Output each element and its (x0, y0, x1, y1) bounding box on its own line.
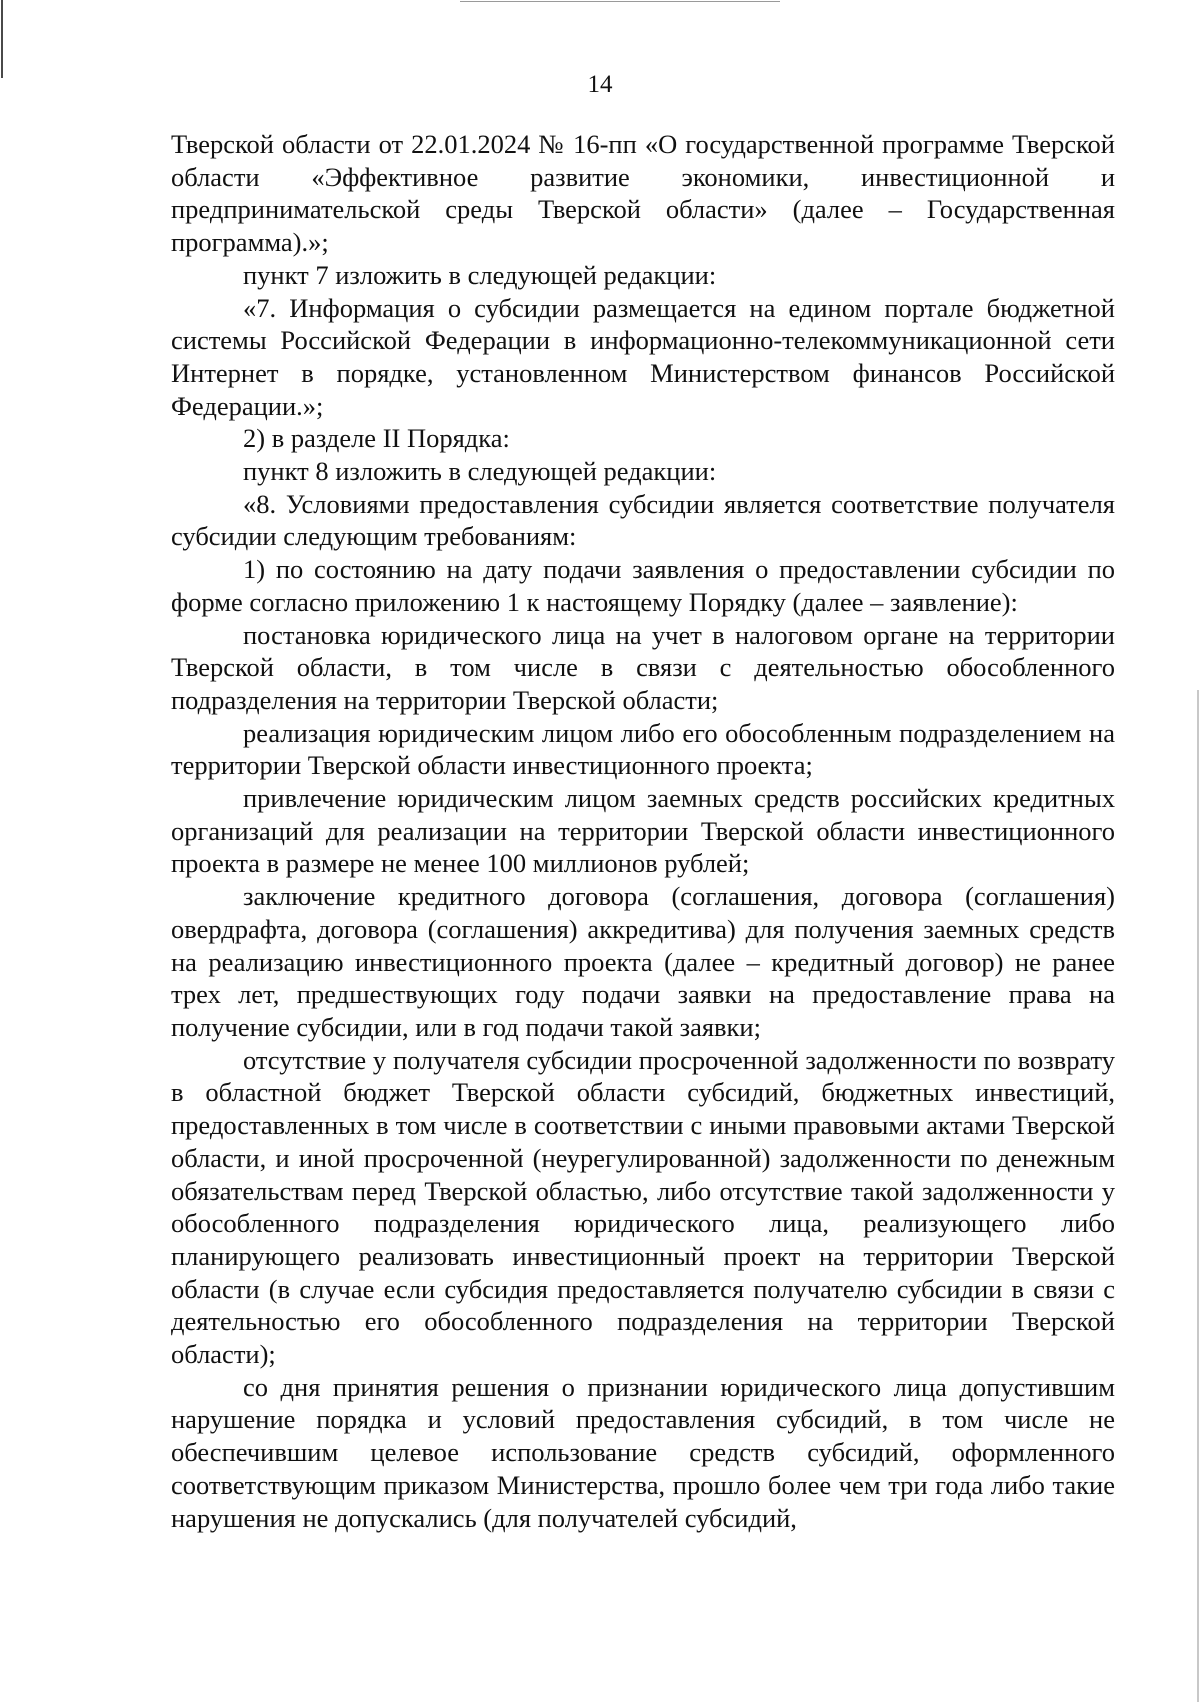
document-body (171, 128, 1115, 1534)
paragraph-requirement-registration: постановка юридического лица на учет в налоговом органе на территории Тверской области, в том числе в связи с деятельностью обособленного подразделения на территории Тверской области; (171, 619, 1115, 715)
paragraph-requirement-credit-agreement: заключение кредитного договора (соглашения, договора (соглашения) овердрафта, договора (соглашения) аккредитива) для получения заемных средств на реализацию инвестиционного проекта (далее – кредитный договор) не ранее трех лет, предшествующих году подачи заявки на предоставление права на получение субсидии, или в год подачи такой заявки; (171, 881, 1115, 1042)
paragraph-requirement-project: реализация юридическим лицом либо его обособленным подразделением на территории Тверской области инвестиционного проекта; (171, 717, 1115, 781)
paragraph-requirement-no-debt: отсутствие у получателя субсидии просроченной задолженности по возврату в областной бюджет Тверской области субсидий, бюджетных инвестиций, предоставленных в том числе в соответствии с иными правовыми актами Тверской области, и иной просроченной (неурегулированной) задолженности по денежным обязательствам перед Тверской областью, либо отсутствие такой задолженности у обособленного подразделения юридического лица, реализующего либо планирующего реализовать инвестиционный проект на территории Тверской области (в случае если субсидия предоставляется получателю субсидии в связи с деятельностью его обособленного подразделения на территории Тверской области); (171, 1044, 1115, 1370)
paragraph-subitem-1: 1) по состоянию на дату подачи заявления о предоставлении субсидии по форме согласно приложению 1 к настоящему Порядку (далее – заявление): (171, 554, 1115, 617)
paragraph-requirement-loans: привлечение юридическим лицом заемных средств российских кредитных организаций для реализации на территории Тверской области инвестиционного проекта в размере не менее 100 миллионов рублей; (171, 783, 1115, 879)
paragraph-requirement-no-violations: со дня принятия решения о признании юридического лица допустившим нарушение порядка и условий предоставления субсидий, в том числе не обеспечившим целевое использование средств субсидий, оформленного соответствующим приказом Министерства, прошло более чем три года либо такие нарушения не допускались (для получателей субсидий, (171, 1371, 1115, 1533)
paragraph-item-7-intro: пункт 7 изложить в следующей редакции: (243, 259, 717, 290)
paragraph-item-8-text: «8. Условиями предоставления субсидии является соответствие получателя субсидии следующим требованиям: (171, 488, 1115, 552)
page-number: 14 (587, 71, 613, 98)
scan-edge-left (1, 0, 3, 78)
paragraph-item-8-intro: пункт 8 изложить в следующей редакции: (243, 456, 717, 487)
paragraph-continuation: Тверской области от 22.01.2024 № 16-пп «О государственной программе Тверской области «Эффективное развитие экономики, инвестиционной и предпринимательской среды Тверской области» (далее – Государственная программа).»; (171, 129, 1115, 258)
scan-edge-right (1197, 690, 1199, 1702)
paragraph-section-2: 2) в разделе II Порядка: (243, 423, 510, 454)
paragraph-item-7-text: «7. Информация о субсидии размещается на едином портале бюджетной системы Российской Федерации в информационно-телекоммуникационной сети Интернет в порядке, установленном Министерством финансов Российской Федерации.»; (171, 292, 1115, 421)
scan-edge-top (460, 1, 780, 2)
